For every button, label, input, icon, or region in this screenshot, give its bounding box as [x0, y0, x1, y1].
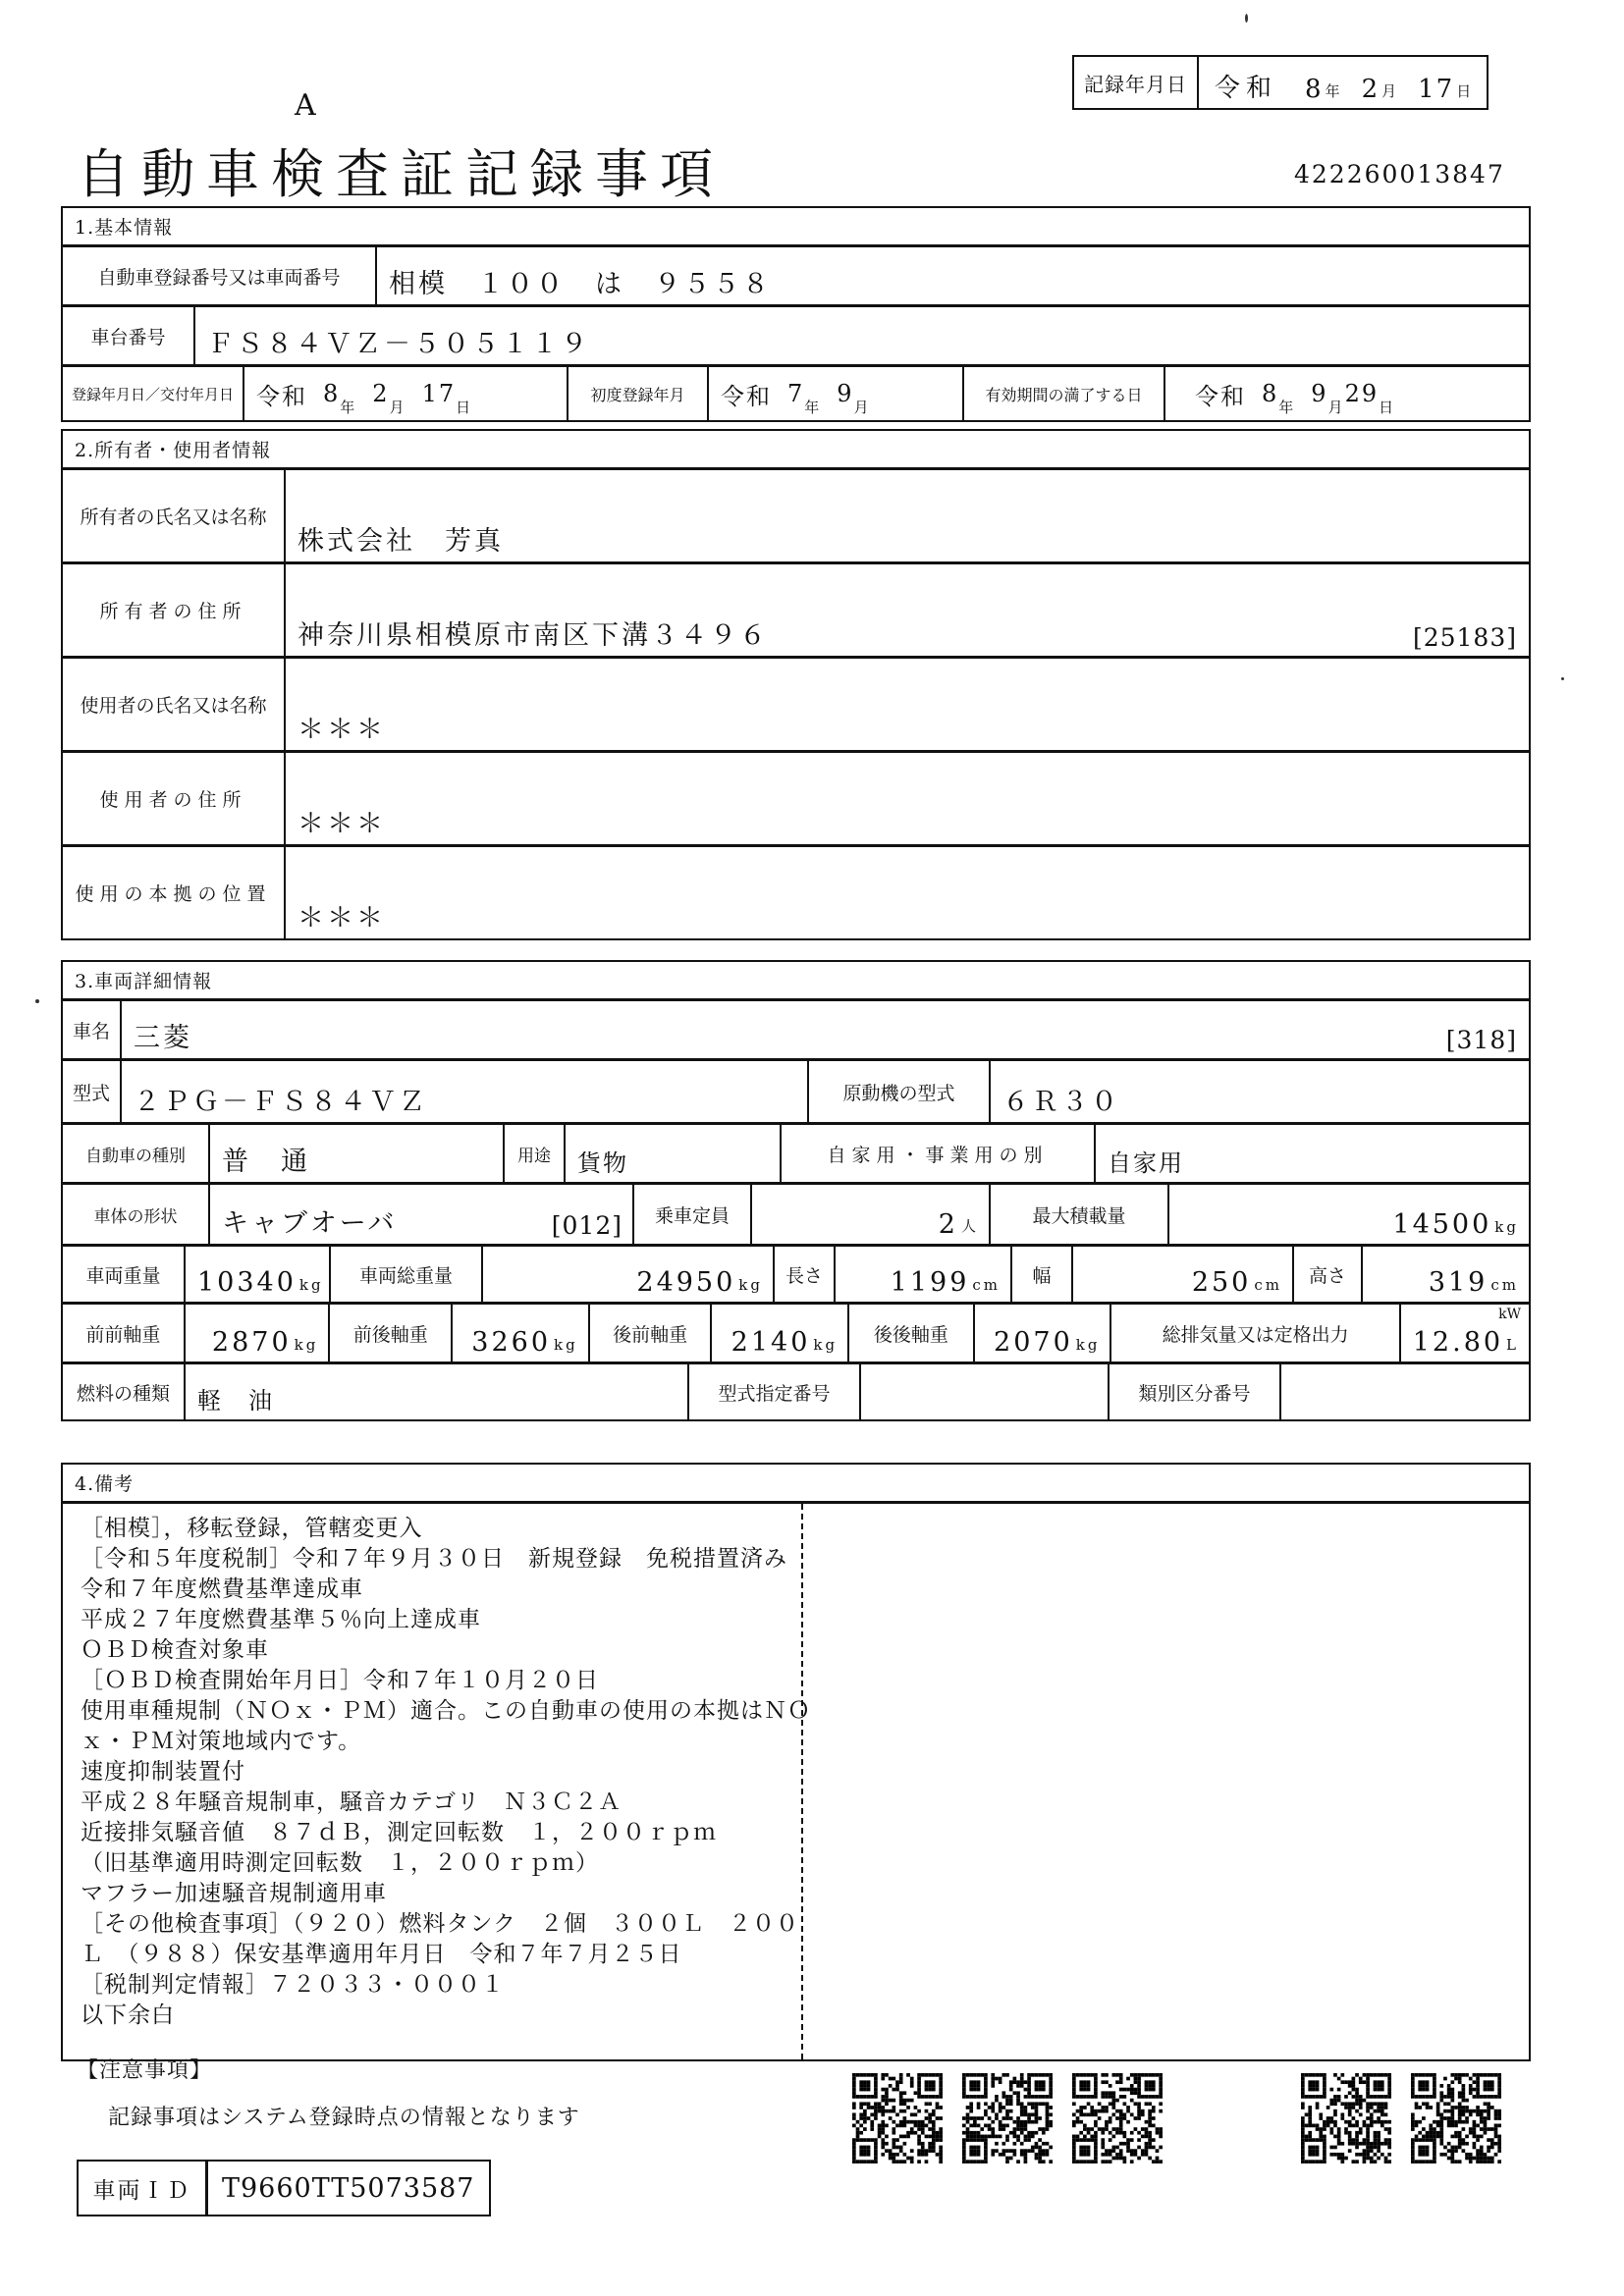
seating-number: 2 [938, 1209, 958, 1240]
record-date-year-unit: 年 [1325, 82, 1342, 100]
reg-date-month-unit: 月 [389, 399, 406, 416]
axle-rr-number: 2070 [994, 1327, 1073, 1358]
width-number: 250 [1191, 1267, 1252, 1298]
section-owner-user-information [61, 429, 1531, 940]
private-business-label: 自家用・事業用の別 [827, 1144, 1049, 1166]
axle-rear-front-label: 後前軸重 [613, 1323, 688, 1346]
height-label: 高さ [1308, 1264, 1346, 1287]
body-shape-value: キャブオーバ [222, 1208, 398, 1239]
qr-code-group-right [1301, 2073, 1501, 2163]
row-make [63, 1001, 1529, 1061]
gross-weight-unit: kg [738, 1276, 763, 1294]
user-name-value: ＊＊＊ [298, 715, 386, 745]
max-load-unit: kg [1494, 1218, 1519, 1236]
notice-title: 【注意事項】 [77, 2058, 213, 2083]
expiry-year: 8 [1262, 380, 1279, 407]
width-label: 幅 [1032, 1264, 1052, 1287]
user-name-label: 使用者の氏名又は名称 [80, 695, 267, 717]
user-address-value: ＊＊＊ [298, 809, 386, 839]
registration-number-value: 相模 １００ は ９５５８ [389, 269, 772, 299]
remarks-line: ［相模］，移転登録，管轄変更入 [81, 1516, 423, 1541]
axle-ff-unit: kg [294, 1336, 319, 1354]
displacement-number: 12.80 [1412, 1327, 1504, 1358]
qr-code [1301, 2073, 1391, 2163]
section-vehicle-details [61, 960, 1531, 1421]
reg-date-day-unit: 日 [456, 399, 473, 416]
category-class-label: 類別区分番号 [1138, 1382, 1251, 1405]
remarks-content [63, 1504, 1529, 2059]
curb-weight-label: 車両重量 [85, 1264, 161, 1287]
row-weights-dimensions [63, 1247, 1529, 1305]
axle-ff-number: 2870 [211, 1327, 292, 1358]
width-unit: cm [1254, 1276, 1282, 1294]
section3-heading: 3.車両詳細情報 [63, 962, 1529, 1001]
gross-weight-label: 車両総重量 [358, 1264, 453, 1287]
axle-rr-unit: kg [1075, 1336, 1101, 1354]
qr-code [962, 2073, 1053, 2163]
axle-rear-rear-label: 後後軸重 [873, 1323, 948, 1346]
remarks-line: 使用車種規制（ＮＯｘ・ＰＭ）適合。この自動車の使用の本拠はＮＯ [81, 1698, 811, 1724]
fuel-type-value: 軽 油 [197, 1387, 274, 1415]
registration-number-label: 自動車登録番号又は車両番号 [97, 266, 341, 289]
remarks-line: Ｌ （９８８）保安基準適用年月日 令和７年７月２５日 [81, 1942, 682, 1967]
expiry-month-unit: 月 [1327, 399, 1345, 416]
model-value: ２ＰＧ－ＦＳ８４ＶＺ [134, 1087, 428, 1117]
remarks-line: ［税制判定情報］７２０３３・０００１ [81, 1972, 505, 1998]
section-basic-information [61, 206, 1531, 422]
axle-fr-unit: kg [554, 1336, 578, 1354]
axle-rf-number: 2140 [731, 1327, 811, 1358]
expiry-month: 9 [1311, 380, 1328, 407]
length-value [836, 1247, 1010, 1302]
remarks-line: （旧基準適用時測定回転数 １，２００ｒｐｍ） [81, 1850, 599, 1876]
record-date-value [1199, 57, 1487, 108]
gross-weight-value [483, 1247, 773, 1302]
record-date-day-unit: 日 [1456, 82, 1474, 100]
vehicle-type-label: 自動車の種別 [85, 1146, 186, 1166]
registration-date-value [244, 367, 567, 420]
axle-front-front-label: 前前軸重 [85, 1323, 161, 1346]
first-reg-month-unit: 月 [853, 399, 871, 416]
remarks-line: 以下余白 [81, 2002, 175, 2028]
row-model [63, 1061, 1529, 1125]
corner-letter: A [295, 88, 316, 123]
row-axle-weights [63, 1305, 1529, 1364]
record-date-era: 令和 [1215, 74, 1278, 103]
expiry-date-value [1165, 367, 1529, 420]
owner-address-code: [25183] [1412, 623, 1517, 652]
row-chassis-number [63, 307, 1529, 367]
page-title: 自動車検査証記録事項 [77, 143, 725, 205]
qr-code-group-left [852, 2073, 1163, 2163]
fuel-type-label: 燃料の種類 [76, 1382, 170, 1405]
row-user-name [63, 659, 1529, 753]
record-date-label: 記録年月日 [1074, 57, 1199, 108]
remarks-line: ［その他検査事項］（９２０）燃料タンク ２個 ３００Ｌ ２００ [81, 1911, 800, 1937]
section4-heading: 4.備考 [63, 1465, 1529, 1504]
notice-text: 記録事項はシステム登録時点の情報となります [108, 2106, 580, 2130]
owner-name-value: 株式会社 芳真 [298, 526, 504, 557]
body-shape-label: 車体の形状 [93, 1206, 178, 1227]
reg-date-era: 令和 [256, 382, 307, 410]
displacement-label: 総排気量又は定格出力 [1162, 1323, 1349, 1346]
remarks-line: ｘ・ＰＭ対策地域内です。 [81, 1729, 362, 1754]
user-address-label: 使用者の住所 [99, 789, 247, 811]
row-base-location [63, 847, 1529, 938]
registration-date-label: 登録年月日／交付年月日 [71, 385, 234, 403]
owner-name-label: 所有者の氏名又は名称 [80, 507, 267, 528]
curb-weight-number: 10340 [197, 1267, 297, 1298]
max-load-label: 最大積載量 [1032, 1204, 1126, 1227]
qr-code [852, 2073, 943, 2163]
expiry-day: 29 [1344, 380, 1380, 407]
curb-weight-unit: kg [298, 1276, 324, 1294]
length-number: 1199 [890, 1267, 970, 1298]
first-reg-era: 令和 [721, 382, 772, 410]
seating-capacity-value [752, 1185, 989, 1244]
scan-speck [1561, 677, 1564, 680]
axle-rear-rear-value [975, 1305, 1110, 1362]
width-value [1073, 1247, 1292, 1302]
owner-address-label: 所有者の住所 [99, 601, 247, 622]
type-designation-value [861, 1364, 1108, 1419]
scan-speck [35, 999, 39, 1003]
model-label: 型式 [72, 1082, 110, 1104]
height-unit: cm [1490, 1276, 1519, 1294]
document-number: 422260013847 [1294, 160, 1505, 188]
qr-code [1411, 2073, 1501, 2163]
row-user-address [63, 753, 1529, 847]
remarks-line: 令和７年度燃費基準達成車 [81, 1576, 363, 1602]
max-load-value [1169, 1185, 1529, 1244]
private-business-value: 自家用 [1108, 1149, 1184, 1177]
record-date-year: 8 [1305, 75, 1324, 104]
row-owner-address [63, 564, 1529, 659]
first-reg-month: 9 [837, 380, 854, 407]
axle-rear-front-value [712, 1305, 847, 1362]
usage-label: 用途 [517, 1146, 551, 1166]
displacement-unit-top: kW [1498, 1307, 1522, 1322]
body-shape-code: [012] [551, 1211, 623, 1240]
make-value: 三菱 [134, 1023, 192, 1053]
usage-value: 貨物 [577, 1149, 628, 1177]
height-value [1363, 1247, 1529, 1302]
chassis-number-value: ＦＳ８４ＶＺ－５０５１１９ [207, 329, 590, 359]
seating-unit: 人 [960, 1217, 979, 1235]
vehicle-id-box [77, 2160, 491, 2216]
record-date-month-unit: 月 [1381, 82, 1399, 100]
reg-date-month: 2 [372, 380, 390, 407]
row-type-usage [63, 1125, 1529, 1185]
remarks-line: 速度抑制装置付 [81, 1759, 245, 1785]
reg-date-year-unit: 年 [340, 399, 357, 416]
record-date-month: 2 [1361, 75, 1380, 104]
engine-model-label: 原動機の型式 [842, 1082, 955, 1104]
gross-weight-number: 24950 [636, 1267, 736, 1298]
displacement-unit-bottom: L [1506, 1336, 1520, 1354]
remarks-line: ＯＢＤ検査対象車 [81, 1637, 269, 1663]
axle-front-front-value [186, 1305, 329, 1362]
remarks-line: ［ＯＢＤ検査開始年月日］令和７年１０月２０日 [81, 1668, 599, 1693]
first-registration-label: 初度登録年月 [590, 385, 685, 404]
engine-model-value: ６Ｒ３０ [1002, 1087, 1120, 1117]
axle-rf-unit: kg [813, 1336, 839, 1354]
row-fuel-designation [63, 1364, 1529, 1419]
length-label: 長さ [785, 1264, 823, 1287]
vehicle-type-value: 普 通 [222, 1147, 310, 1177]
record-date-day: 17 [1418, 75, 1455, 104]
first-reg-year-unit: 年 [804, 399, 822, 416]
axle-front-rear-value [453, 1305, 588, 1362]
section1-heading: 1.基本情報 [63, 208, 1529, 247]
axle-front-rear-label: 前後軸重 [352, 1323, 428, 1346]
remarks-line: マフラー加速騒音規制適用車 [81, 1881, 387, 1906]
reg-date-year: 8 [323, 380, 341, 407]
category-class-value [1281, 1364, 1529, 1419]
base-location-label: 使用の本拠の位置 [75, 883, 272, 905]
type-designation-label: 型式指定番号 [718, 1382, 831, 1405]
vehicle-id-label: 車両ＩＤ [79, 2162, 208, 2215]
qr-code [1072, 2073, 1163, 2163]
remarks-line: 近接排気騒音値 ８７ｄＢ，測定回転数 １，２００ｒｐｍ [81, 1820, 717, 1845]
first-registration-value [709, 367, 962, 420]
expiry-day-unit: 日 [1379, 399, 1396, 416]
base-location-value: ＊＊＊ [298, 903, 386, 934]
remarks-line: ［令和５年度税制］令和７年９月３０日 新規登録 免税措置済み [81, 1546, 787, 1572]
expiry-date-label: 有効期間の満了する日 [985, 385, 1143, 404]
section2-heading: 2.所有者・使用者情報 [63, 431, 1529, 470]
height-number: 319 [1428, 1267, 1489, 1298]
first-reg-year: 7 [787, 380, 805, 407]
row-registration-number [63, 247, 1529, 307]
make-label: 車名 [72, 1020, 110, 1042]
scan-speck [1245, 14, 1248, 23]
chassis-number-label: 車台番号 [90, 326, 166, 348]
max-load-number: 14500 [1392, 1209, 1492, 1240]
reg-date-day: 17 [421, 380, 457, 407]
curb-weight-value [186, 1247, 334, 1302]
seating-capacity-label: 乗車定員 [654, 1204, 730, 1227]
remarks-divider [801, 1504, 803, 2059]
expiry-year-unit: 年 [1278, 399, 1296, 416]
remarks-line: 平成２８年騒音規制車，騒音カテゴリ Ｎ３Ｃ２Ａ [81, 1789, 623, 1815]
expiry-era: 令和 [1195, 382, 1246, 410]
vehicle-id-value: T9660TT5073587 [222, 2172, 475, 2204]
section-remarks [61, 1463, 1531, 2061]
row-body-capacity [63, 1185, 1529, 1247]
make-code: [318] [1445, 1026, 1517, 1054]
length-unit: cm [972, 1276, 1001, 1294]
row-owner-name [63, 470, 1529, 564]
record-date-box [1072, 55, 1489, 110]
remarks-line: 平成２７年度燃費基準５％向上達成車 [81, 1607, 481, 1632]
owner-address-value: 神奈川県相模原市南区下溝３４９６ [298, 620, 769, 651]
remarks-line-list [81, 1514, 1529, 2031]
axle-fr-number: 3260 [471, 1327, 552, 1358]
row-dates [63, 367, 1529, 420]
